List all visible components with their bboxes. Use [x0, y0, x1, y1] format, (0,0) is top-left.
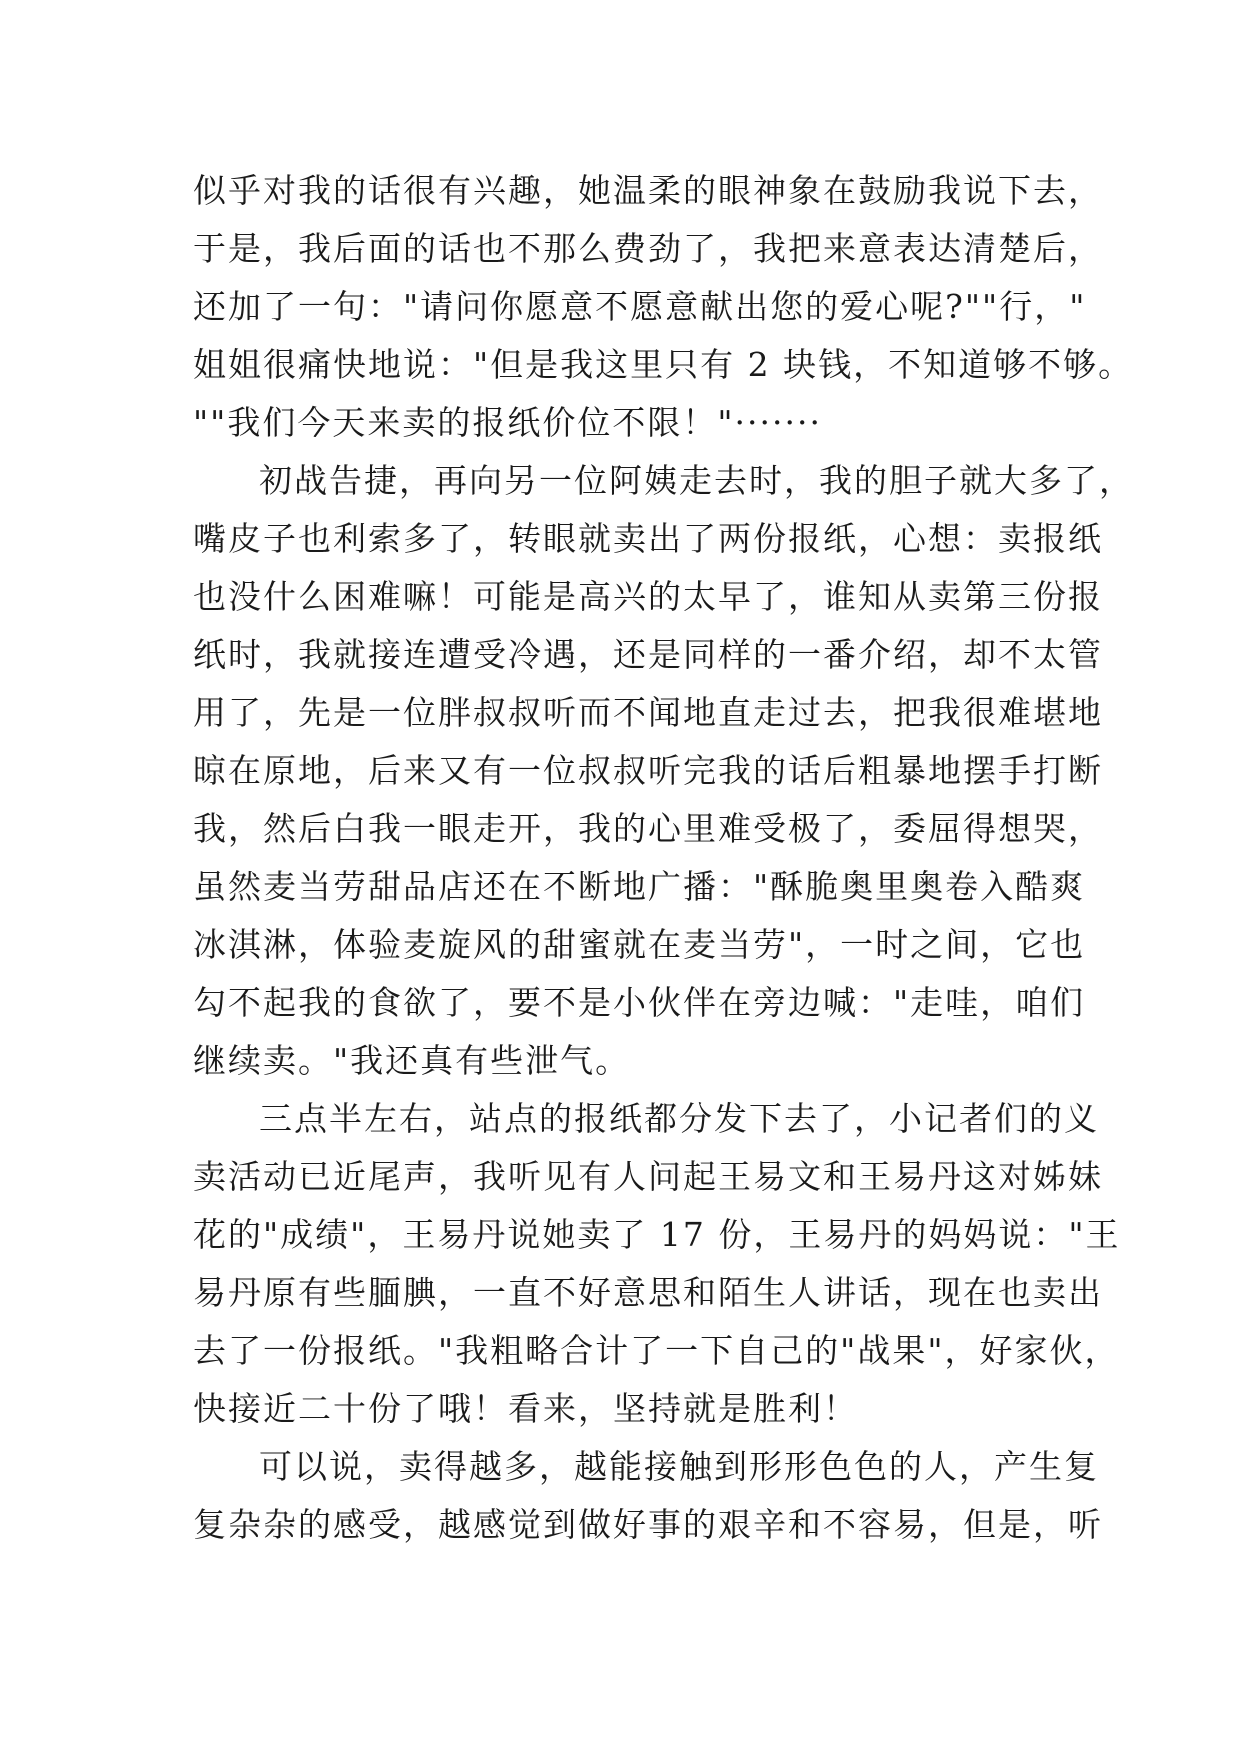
paragraph-first-line: 初战告捷，再向另一位阿姨走去时，我的胆子就大多了， — [259, 461, 1134, 500]
text-line: 虽然麦当劳甜品店还在不断地广播："酥脆奥里奥卷入酷爽 — [193, 867, 1086, 906]
text-line: 去了一份报纸。"我粗略合计了一下自己的"战果"，好家伙， — [193, 1331, 1120, 1370]
text-line: 易丹原有些腼腆，一直不好意思和陌生人讲话，现在也卖出 — [193, 1273, 1103, 1312]
text-line: 勾不起我的食欲了，要不是小伙伴在旁边喊："走哇，咱们 — [193, 983, 1086, 1022]
text-line: 嘴皮子也利索多了，转眼就卖出了两份报纸，心想：卖报纸 — [193, 519, 1103, 558]
text-line: 晾在原地，后来又有一位叔叔听完我的话后粗暴地摆手打断 — [193, 751, 1103, 790]
paragraph-first-line: 三点半左右，站点的报纸都分发下去了，小记者们的义 — [259, 1099, 1099, 1138]
text-line: 还加了一句："请问你愿意不愿意献出您的爱心呢?""行，" — [193, 287, 1087, 326]
text-line: 纸时，我就接连遭受冷遇，还是同样的一番介绍，却不太管 — [193, 635, 1103, 674]
text-line: ""我们今天来卖的报纸价位不限！"······· — [193, 403, 822, 442]
text-line: 快接近二十份了哦！看来，坚持就是胜利！ — [193, 1389, 858, 1428]
text-line: 冰淇淋，体验麦旋风的甜蜜就在麦当劳"，一时之间，它也 — [193, 925, 1086, 964]
text-line: 复杂杂的感受，越感觉到做好事的艰辛和不容易，但是，听 — [193, 1505, 1103, 1544]
paragraph-first-line: 可以说，卖得越多，越能接触到形形色色的人，产生复 — [259, 1447, 1099, 1486]
text-line: 也没什么困难嘛！可能是高兴的太早了，谁知从卖第三份报 — [193, 577, 1103, 616]
text-line: 继续卖。"我还真有些泄气。 — [193, 1041, 631, 1080]
text-line: 卖活动已近尾声，我听见有人问起王易文和王易丹这对姊妹 — [193, 1157, 1103, 1196]
text-line: 姐姐很痛快地说："但是我这里只有 2 块钱，不知道够不够。 — [193, 345, 1134, 384]
text-line: 似乎对我的话很有兴趣，她温柔的眼神象在鼓励我说下去， — [193, 171, 1103, 210]
text-line: 我，然后白我一眼走开，我的心里难受极了，委屈得想哭， — [193, 809, 1103, 848]
text-line: 用了，先是一位胖叔叔听而不闻地直走过去，把我很难堪地 — [193, 693, 1103, 732]
text-line: 花的"成绩"，王易丹说她卖了 17 份，王易丹的妈妈说："王 — [193, 1215, 1121, 1254]
article-body — [193, 162, 1134, 1554]
text-line: 于是，我后面的话也不那么费劲了，我把来意表达清楚后， — [193, 229, 1103, 268]
